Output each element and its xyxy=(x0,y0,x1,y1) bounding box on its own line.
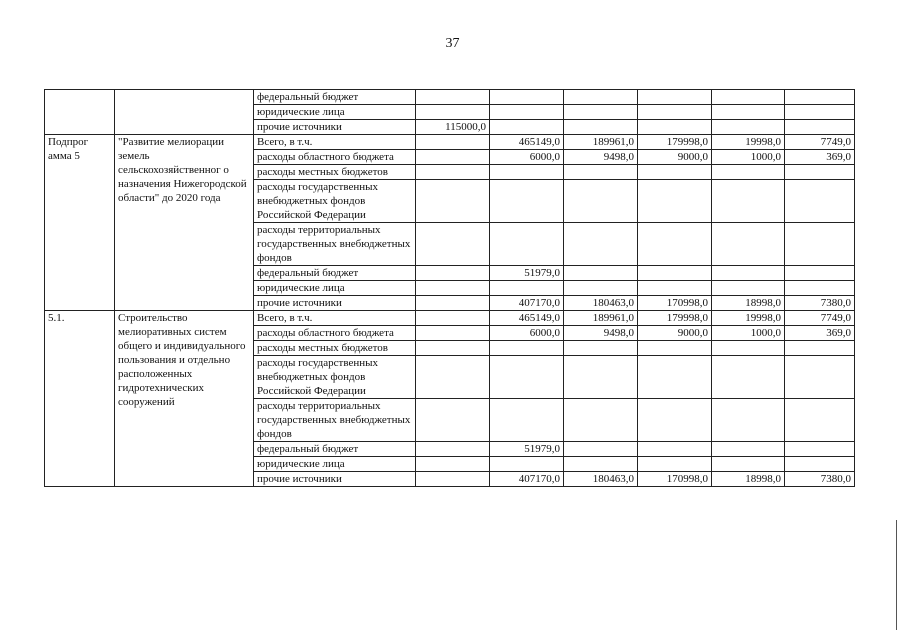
value-cell: 179998,0 xyxy=(638,135,712,150)
value-cell xyxy=(638,105,712,120)
value-cell xyxy=(712,165,785,180)
value-cell: 115000,0 xyxy=(416,120,490,135)
budget-table xyxy=(44,89,855,487)
value-cell xyxy=(785,442,855,457)
value-cell xyxy=(490,180,564,223)
value-cell xyxy=(564,120,638,135)
value-cell xyxy=(564,266,638,281)
value-cell xyxy=(416,472,490,487)
funding-source-cell: расходы местных бюджетов xyxy=(254,165,416,180)
value-cell xyxy=(785,266,855,281)
value-cell xyxy=(638,165,712,180)
value-cell: 1000,0 xyxy=(712,150,785,165)
value-cell xyxy=(638,281,712,296)
value-cell xyxy=(564,165,638,180)
value-cell: 6000,0 xyxy=(490,150,564,165)
value-cell xyxy=(638,399,712,442)
program-code-cell: 5.1. xyxy=(45,311,115,487)
value-cell xyxy=(416,223,490,266)
value-cell: 465149,0 xyxy=(490,135,564,150)
value-cell xyxy=(785,457,855,472)
value-cell: 170998,0 xyxy=(638,296,712,311)
value-cell: 18998,0 xyxy=(712,296,785,311)
value-cell xyxy=(712,120,785,135)
value-cell: 9498,0 xyxy=(564,326,638,341)
value-cell: 9498,0 xyxy=(564,150,638,165)
value-cell xyxy=(638,457,712,472)
table-row xyxy=(45,135,855,150)
scan-edge-mark xyxy=(896,520,897,630)
value-cell xyxy=(564,105,638,120)
value-cell xyxy=(785,120,855,135)
value-cell xyxy=(416,457,490,472)
value-cell xyxy=(564,90,638,105)
program-name-cell xyxy=(115,90,254,135)
value-cell xyxy=(416,90,490,105)
program-name-cell: "Развитие мелиорации земель сельскохозяйственног о назначения Нижегородской области" до 2020 года xyxy=(115,135,254,311)
value-cell xyxy=(785,281,855,296)
value-cell: 6000,0 xyxy=(490,326,564,341)
value-cell xyxy=(416,326,490,341)
value-cell xyxy=(712,266,785,281)
value-cell xyxy=(564,281,638,296)
program-name-cell: Строительство мелиоративных систем общего и индивидуального пользования и отдельно расположенных гидротехнических сооружений xyxy=(115,311,254,487)
value-cell xyxy=(564,442,638,457)
value-cell: 7380,0 xyxy=(785,296,855,311)
value-cell xyxy=(490,281,564,296)
funding-source-cell: федеральный бюджет xyxy=(254,90,416,105)
funding-source-cell: федеральный бюджет xyxy=(254,266,416,281)
funding-source-cell: расходы областного бюджета xyxy=(254,326,416,341)
value-cell: 1000,0 xyxy=(712,326,785,341)
value-cell xyxy=(490,457,564,472)
value-cell xyxy=(638,442,712,457)
value-cell xyxy=(564,341,638,356)
value-cell: 180463,0 xyxy=(564,472,638,487)
value-cell xyxy=(490,105,564,120)
funding-source-cell: прочие источники xyxy=(254,296,416,311)
funding-source-cell: федеральный бюджет xyxy=(254,442,416,457)
value-cell xyxy=(712,223,785,266)
funding-source-cell: юридические лица xyxy=(254,457,416,472)
value-cell xyxy=(638,90,712,105)
value-cell xyxy=(712,90,785,105)
value-cell xyxy=(638,266,712,281)
value-cell xyxy=(416,165,490,180)
value-cell xyxy=(416,135,490,150)
value-cell xyxy=(564,356,638,399)
value-cell xyxy=(416,105,490,120)
funding-source-cell: прочие источники xyxy=(254,120,416,135)
value-cell xyxy=(416,311,490,326)
value-cell xyxy=(416,442,490,457)
funding-source-cell: прочие источники xyxy=(254,472,416,487)
value-cell xyxy=(564,180,638,223)
value-cell xyxy=(416,266,490,281)
value-cell xyxy=(785,341,855,356)
value-cell xyxy=(416,180,490,223)
value-cell: 51979,0 xyxy=(490,442,564,457)
value-cell: 180463,0 xyxy=(564,296,638,311)
value-cell xyxy=(490,165,564,180)
value-cell xyxy=(490,399,564,442)
value-cell xyxy=(712,180,785,223)
value-cell xyxy=(490,223,564,266)
value-cell xyxy=(416,150,490,165)
value-cell xyxy=(416,296,490,311)
value-cell: 465149,0 xyxy=(490,311,564,326)
value-cell: 19998,0 xyxy=(712,135,785,150)
funding-source-cell: юридические лица xyxy=(254,281,416,296)
value-cell xyxy=(785,165,855,180)
value-cell xyxy=(712,341,785,356)
value-cell xyxy=(712,399,785,442)
value-cell: 179998,0 xyxy=(638,311,712,326)
table-row xyxy=(45,90,855,105)
page-number: 37 xyxy=(445,36,460,51)
value-cell: 18998,0 xyxy=(712,472,785,487)
funding-source-cell: расходы территориальных государственных внебюджетных фондов xyxy=(254,399,416,442)
funding-source-cell: Всего, в т.ч. xyxy=(254,135,416,150)
value-cell xyxy=(416,341,490,356)
value-cell xyxy=(564,399,638,442)
value-cell xyxy=(785,356,855,399)
funding-source-cell: расходы местных бюджетов xyxy=(254,341,416,356)
funding-source-cell: расходы территориальных государственных внебюджетных фондов xyxy=(254,223,416,266)
program-code-cell xyxy=(45,90,115,135)
value-cell xyxy=(490,356,564,399)
value-cell xyxy=(785,90,855,105)
funding-source-cell: Всего, в т.ч. xyxy=(254,311,416,326)
value-cell: 7749,0 xyxy=(785,311,855,326)
value-cell: 51979,0 xyxy=(490,266,564,281)
value-cell xyxy=(490,90,564,105)
value-cell: 407170,0 xyxy=(490,472,564,487)
funding-source-cell: расходы областного бюджета xyxy=(254,150,416,165)
table-row xyxy=(45,311,855,326)
value-cell: 189961,0 xyxy=(564,135,638,150)
value-cell: 369,0 xyxy=(785,150,855,165)
value-cell xyxy=(785,223,855,266)
funding-source-cell: расходы государственных внебюджетных фондов Российской Федерации xyxy=(254,356,416,399)
value-cell xyxy=(416,399,490,442)
value-cell xyxy=(638,223,712,266)
value-cell xyxy=(638,120,712,135)
value-cell: 7749,0 xyxy=(785,135,855,150)
value-cell xyxy=(712,105,785,120)
value-cell xyxy=(490,341,564,356)
value-cell: 407170,0 xyxy=(490,296,564,311)
value-cell: 170998,0 xyxy=(638,472,712,487)
value-cell xyxy=(638,180,712,223)
value-cell: 7380,0 xyxy=(785,472,855,487)
value-cell xyxy=(712,457,785,472)
value-cell xyxy=(712,281,785,296)
value-cell xyxy=(564,457,638,472)
value-cell xyxy=(638,341,712,356)
value-cell: 369,0 xyxy=(785,326,855,341)
value-cell: 189961,0 xyxy=(564,311,638,326)
value-cell: 9000,0 xyxy=(638,326,712,341)
value-cell xyxy=(712,356,785,399)
value-cell xyxy=(638,356,712,399)
funding-source-cell: расходы государственных внебюджетных фондов Российской Федерации xyxy=(254,180,416,223)
value-cell xyxy=(785,399,855,442)
value-cell xyxy=(416,356,490,399)
program-code-cell: Подпрог амма 5 xyxy=(45,135,115,311)
value-cell: 9000,0 xyxy=(638,150,712,165)
value-cell xyxy=(564,223,638,266)
value-cell xyxy=(712,442,785,457)
value-cell xyxy=(785,180,855,223)
value-cell xyxy=(785,105,855,120)
value-cell xyxy=(416,281,490,296)
value-cell: 19998,0 xyxy=(712,311,785,326)
value-cell xyxy=(490,120,564,135)
funding-source-cell: юридические лица xyxy=(254,105,416,120)
